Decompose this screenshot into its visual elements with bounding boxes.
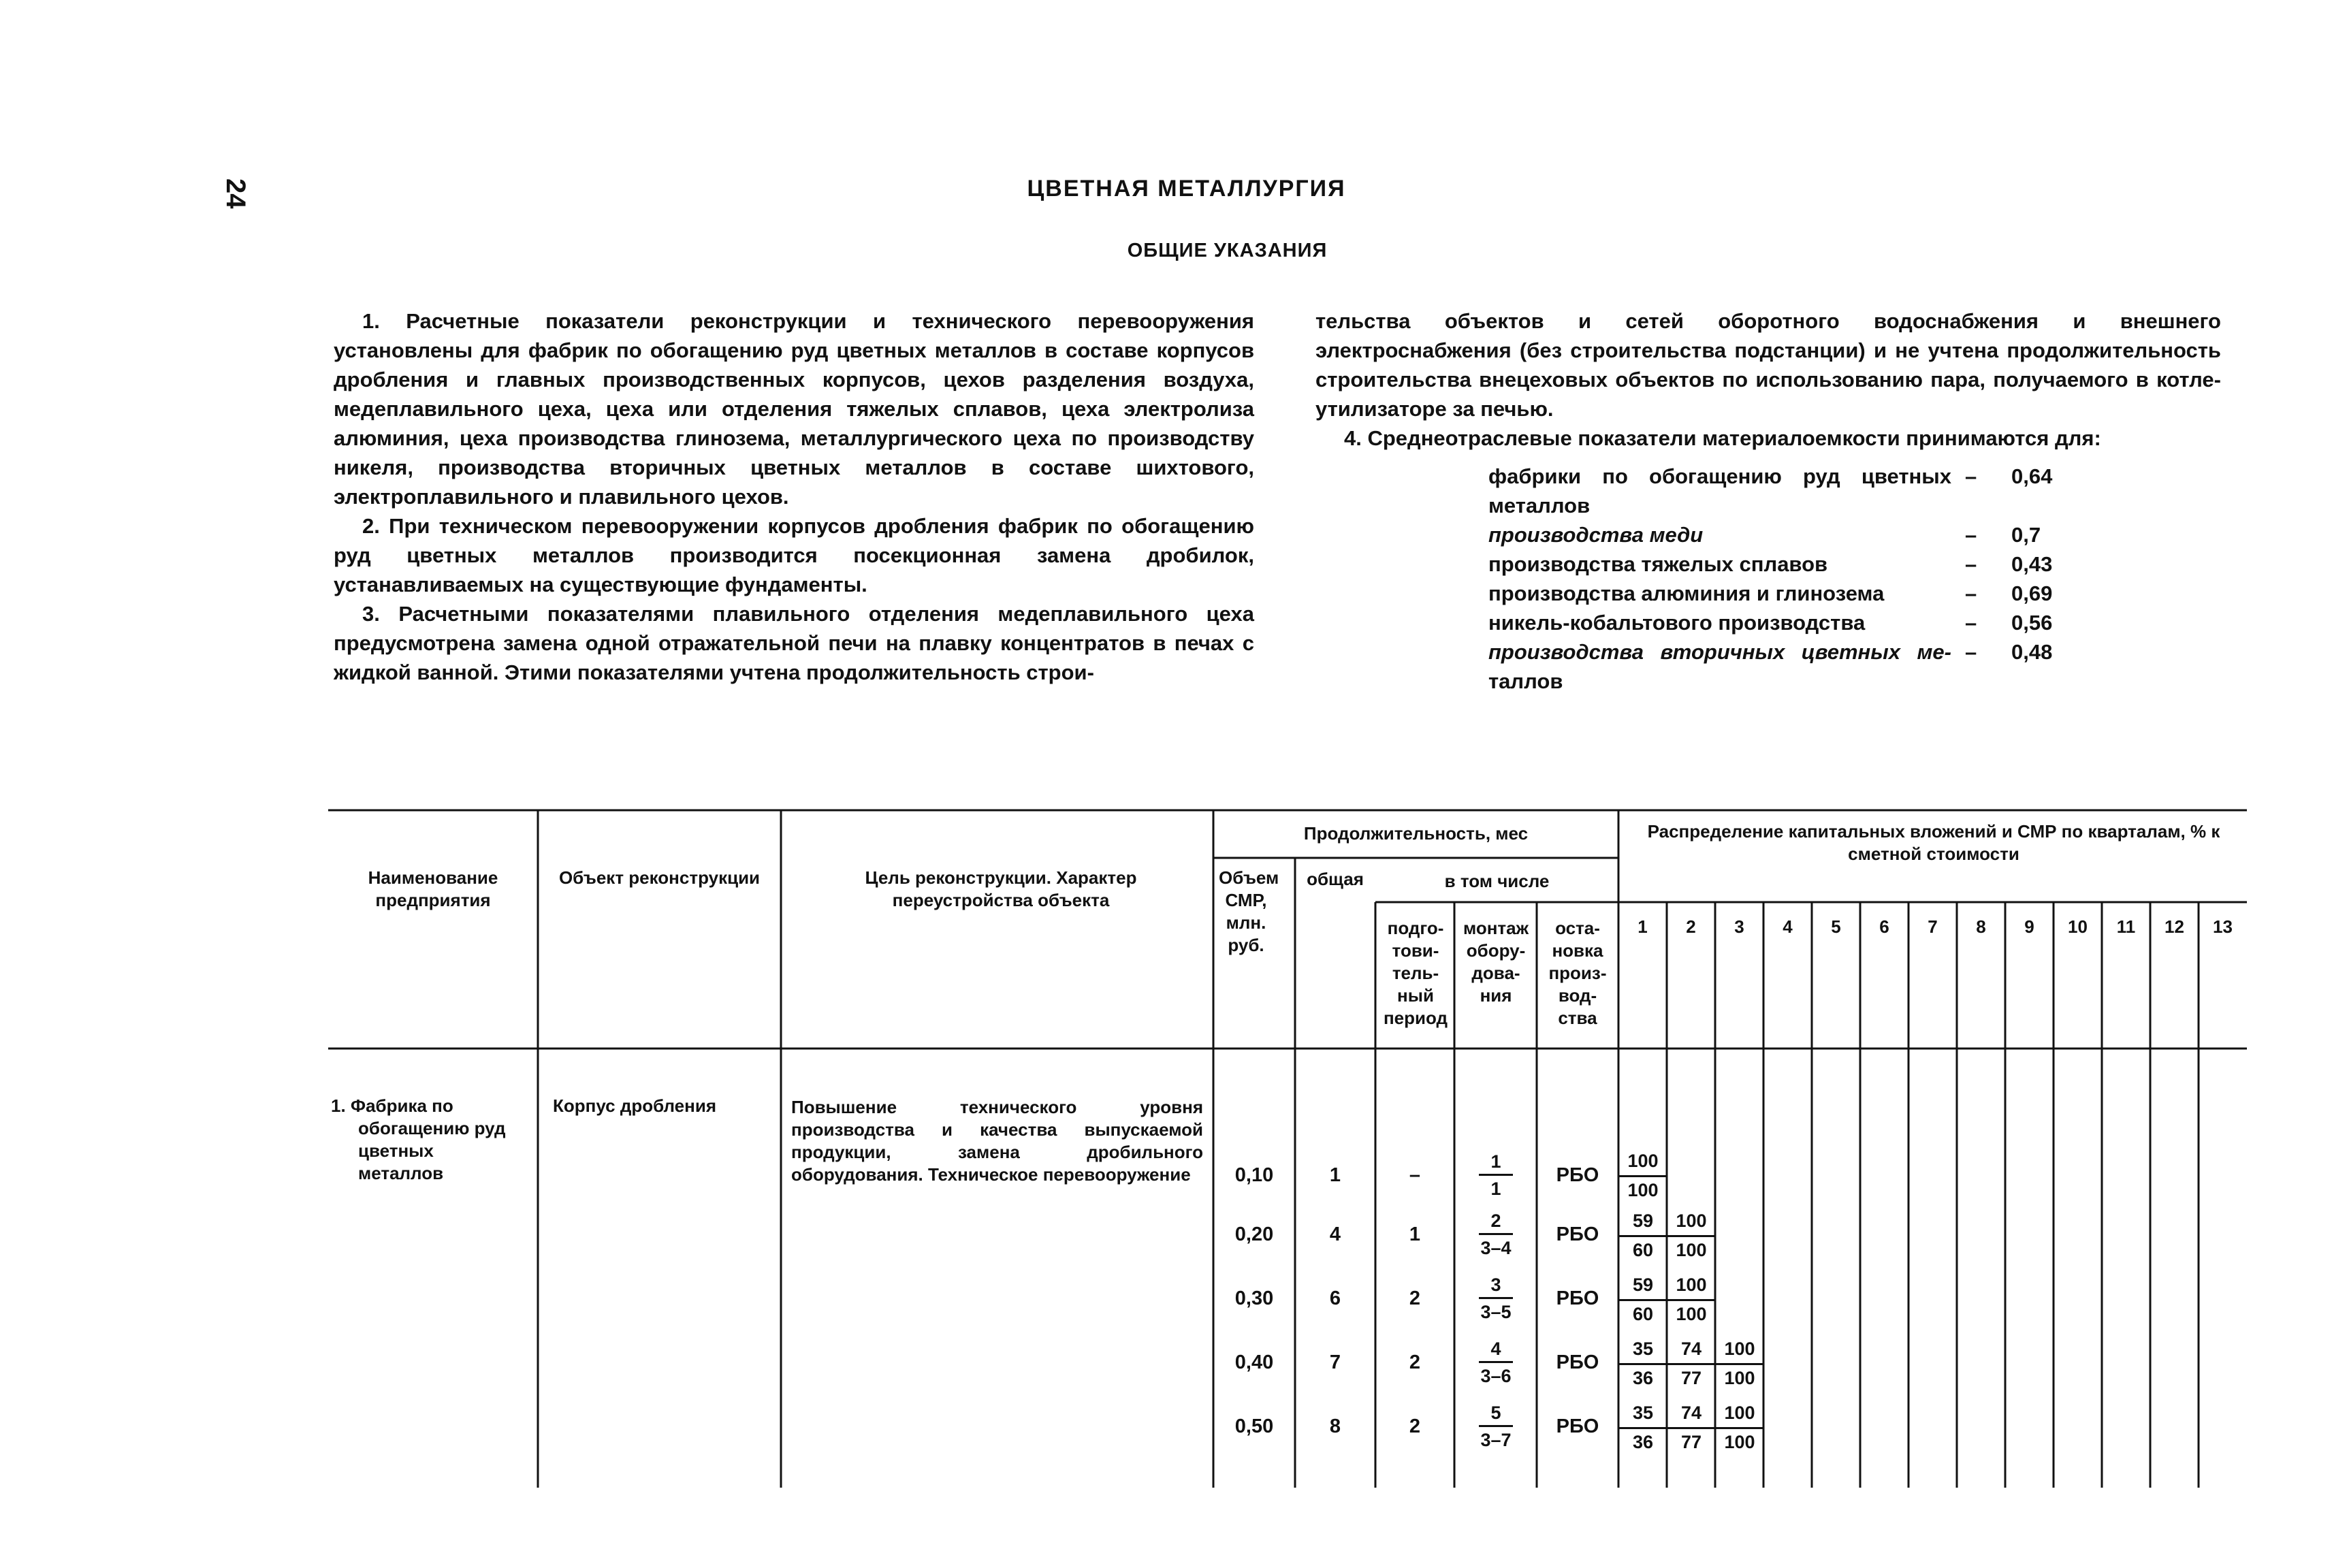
mount-bottom: 3–7 [1480, 1430, 1512, 1450]
material-rate-value: 0,69 [2011, 581, 2053, 605]
quarter-value: 59 [1618, 1270, 1667, 1301]
paragraph-2: 2. При техническом перевооружении корпусов дробления фабрик по обогащению руд цветных металлов производится посекционная замена дробилок, устанавливаемых на существующие фундаменты. [334, 514, 1254, 596]
cell-stop: РБО [1556, 1415, 1599, 1437]
quarter-value: 35 [1618, 1334, 1667, 1365]
material-rate-name: никель-кобальтового производства [1488, 611, 1866, 635]
quarter-value: 36 [1632, 1368, 1654, 1388]
quarter-value: 100 [1724, 1432, 1755, 1452]
quarter-number: 12 [2165, 916, 2184, 937]
cell-mount [1465, 1401, 1527, 1453]
quarter-number: 11 [2116, 916, 2136, 937]
quarter-number: 2 [1686, 916, 1696, 937]
quarter-value: 77 [1680, 1432, 1702, 1452]
material-rate-name: производства вторичных цветных ме- [1488, 640, 1951, 664]
quarter-value: 100 [1724, 1368, 1755, 1388]
cell-prep: – [1409, 1164, 1421, 1186]
material-rate-name: фабрики по обогащению руд цветных [1488, 464, 1951, 488]
quarter-number: 5 [1831, 916, 1841, 937]
page-title: ЦВЕТНАЯ МЕТАЛЛУРГИЯ [1027, 176, 1346, 202]
cell-total: 7 [1329, 1351, 1341, 1373]
quarter-value: 100 [1618, 1147, 1667, 1177]
cell-stop: РБО [1556, 1223, 1599, 1245]
mount-top: 1 [1479, 1149, 1513, 1176]
cell-total: 6 [1329, 1287, 1341, 1309]
quarter-value: 100 [1667, 1270, 1716, 1301]
paragraph-3-continued: тельства объектов и сетей оборотного водоснабжения и внешнего электроснабжения (без строительства подстанции) и не учтена продолжительность строительства внецеховых объектов по использованию пара, получаемого в котле-утилизаторе за печью. [1315, 309, 2221, 421]
mount-top: 2 [1479, 1209, 1513, 1235]
cell-mount [1465, 1209, 1527, 1261]
cell-volume: 0,40 [1234, 1351, 1274, 1373]
header-object: Объект реконструкции [558, 867, 761, 888]
material-rate-dash: – [1965, 611, 1977, 635]
section-subtitle: ОБЩИЕ УКАЗАНИЯ [1127, 240, 1328, 261]
cell-prep: 2 [1409, 1351, 1421, 1373]
header-production-stop: оста- новка произ- вод- ства [1548, 918, 1607, 1028]
material-rate-value: 0,43 [2011, 552, 2053, 576]
quarter-value: 60 [1632, 1240, 1654, 1260]
header-duration-total: общая [1307, 869, 1364, 889]
quarter-value: 100 [1715, 1334, 1764, 1365]
quarter-value: 100 [1676, 1304, 1707, 1324]
row-enterprise: 1. Фабрика по обогащению руд цветных металлов [331, 1095, 506, 1183]
quarter-value: 60 [1632, 1304, 1654, 1324]
cell-volume: 0,20 [1234, 1223, 1274, 1245]
mount-bottom: 1 [1490, 1179, 1501, 1199]
material-rate-name: производства меди [1488, 523, 1704, 547]
mount-bottom: 3–6 [1480, 1366, 1512, 1386]
material-rate-dash: – [1965, 581, 1977, 605]
material-rate-value: 0,7 [2011, 523, 2041, 547]
mount-top: 3 [1479, 1273, 1513, 1299]
quarter-value: 100 [1627, 1180, 1659, 1200]
quarter-number: 6 [1879, 916, 1889, 937]
cell-volume: 0,50 [1234, 1415, 1274, 1437]
cell-volume: 0,30 [1234, 1287, 1274, 1309]
quarter-value: 100 [1667, 1206, 1716, 1237]
cell-prep: 2 [1409, 1287, 1421, 1309]
quarter-number: 9 [2024, 916, 2034, 937]
header-goal: Цель реконструкции. Характер переустройства объекта [865, 867, 1137, 910]
material-rate-value: 0,64 [2011, 464, 2053, 488]
cell-mount [1465, 1337, 1527, 1389]
quarter-value: 77 [1680, 1368, 1702, 1388]
quarter-number: 1 [1638, 916, 1648, 937]
material-rate-value: 0,56 [2011, 611, 2053, 635]
mount-top: 4 [1479, 1337, 1513, 1363]
quarter-value: 100 [1676, 1240, 1707, 1260]
quarter-value: 36 [1632, 1432, 1654, 1452]
material-rate-dash: – [1965, 552, 1977, 576]
header-mounting: монтаж обору- дова- ния [1463, 918, 1529, 1006]
material-rate-value: 0,48 [2011, 640, 2053, 664]
header-volume: Объем СМР, млн. руб. [1219, 867, 1279, 955]
quarter-value: 74 [1667, 1398, 1716, 1429]
paragraph-3: 3. Расчетными показателями плавильного отделения медеплавильного цеха предусмотрена замена одной отражательной печи на плавку концентратов в печах с жидкой ванной. Этими показателями учтена продолжительность строи- [334, 602, 1254, 684]
header-duration: Продолжительность, мес [1303, 823, 1529, 844]
cell-stop: РБО [1556, 1351, 1599, 1373]
material-rate-dash: – [1965, 464, 1977, 488]
paragraph-1: 1. Расчетные показатели реконструкции и технического перевооружения установлены для фабрик по обогащению руд цветных металлов в составе корпусов дробления и главных производственных корпусов, цехов разделения воздуха, медеплавильного цеха, цеха или отделения тяжелых сплавов, цеха электролиза алюминия, цеха производства глинозема, металлургического цеха по производству никеля, производства вторичных цветных металлов в составе шихтового, электроплавильного и плавильного цехов. [334, 309, 1254, 509]
quarter-number: 8 [1976, 916, 1986, 937]
quarter-number: 3 [1734, 916, 1744, 937]
cell-stop: РБО [1556, 1164, 1599, 1186]
header-including: в том числе [1444, 871, 1550, 891]
material-rate-name: производства тяжелых сплавов [1488, 552, 1828, 576]
row-goal: Повышение технического уровня производства и качества выпускаемой продукции, замена дробильного оборудования. Техническое перевооружение [791, 1097, 1203, 1185]
mount-bottom: 3–5 [1480, 1302, 1512, 1322]
cell-prep: 2 [1409, 1415, 1421, 1437]
header-prep-period: подго- тови- тель- ный период [1383, 918, 1448, 1028]
header-distribution: Распределение капитальных вложений и СМР по кварталам, % к сметной стоимости [1647, 821, 2220, 864]
cell-mount [1465, 1273, 1527, 1325]
row-object: Корпус дробления [553, 1095, 717, 1116]
mount-top: 5 [1479, 1401, 1513, 1427]
quarter-number: 7 [1928, 916, 1938, 937]
quarter-number: 4 [1783, 916, 1793, 937]
cell-total: 4 [1329, 1223, 1341, 1245]
cell-mount [1465, 1149, 1527, 1202]
header-enterprise: Наименование предприятия [368, 867, 498, 910]
quarter-number: 10 [2068, 916, 2088, 937]
material-rate-dash: – [1965, 640, 1977, 664]
cell-volume: 0,10 [1234, 1164, 1274, 1186]
material-rate-name: производства алюминия и глинозема [1488, 581, 1885, 605]
material-rate-name-cont: металлов [1488, 494, 1591, 517]
cell-stop: РБО [1556, 1287, 1599, 1309]
quarter-value: 35 [1618, 1398, 1667, 1429]
material-rate-dash: – [1965, 523, 1977, 547]
quarter-number: 13 [2213, 916, 2233, 937]
paragraph-4: 4. Среднеотраслевые показатели материалоемкости принимаются для: [1344, 426, 2101, 450]
page-number: 24 [221, 178, 251, 209]
cell-total: 1 [1329, 1164, 1341, 1186]
quarter-value: 59 [1618, 1206, 1667, 1237]
mount-bottom: 3–4 [1480, 1238, 1512, 1258]
material-rate-name-cont: таллов [1488, 669, 1563, 693]
quarter-value: 74 [1667, 1334, 1716, 1365]
quarter-value: 100 [1715, 1398, 1764, 1429]
cell-total: 8 [1329, 1415, 1341, 1437]
cell-prep: 1 [1409, 1223, 1421, 1245]
